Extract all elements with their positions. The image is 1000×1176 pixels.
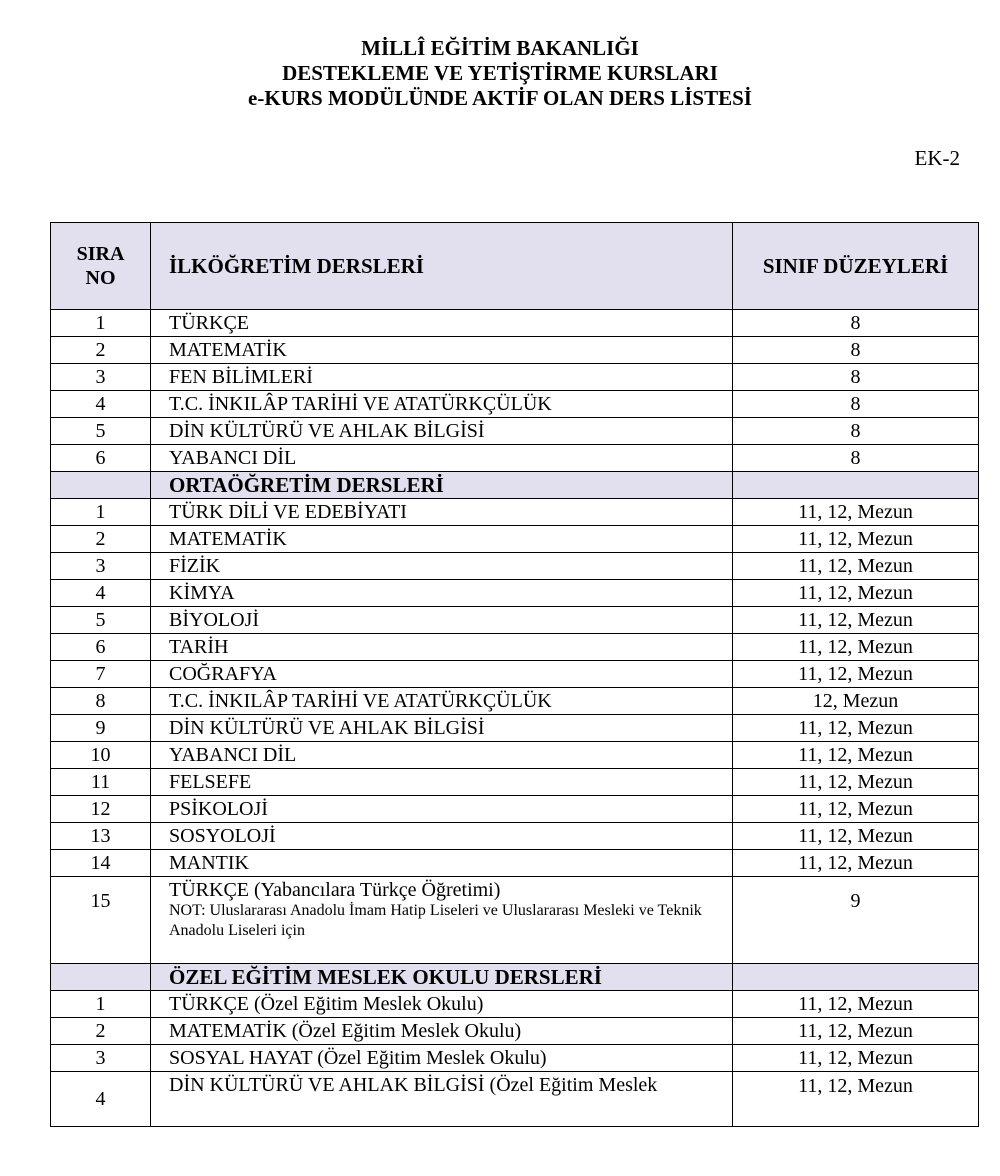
row-number: 7 bbox=[51, 661, 151, 688]
course-name: TÜRK DİLİ VE EDEBİYATI bbox=[151, 499, 733, 526]
row-number: 6 bbox=[51, 634, 151, 661]
section-ortaogretim bbox=[51, 472, 979, 499]
section-blank bbox=[733, 472, 979, 499]
course-name: SOSYOLOJİ bbox=[151, 823, 733, 850]
ortaogretim-row bbox=[51, 877, 979, 964]
grade-level: 11, 12, Mezun bbox=[733, 742, 979, 769]
grade-level: 11, 12, Mezun bbox=[733, 1072, 979, 1127]
course-name: SOSYAL HAYAT (Özel Eğitim Meslek Okulu) bbox=[151, 1045, 733, 1072]
row-number: 3 bbox=[51, 553, 151, 580]
row-number: 15 bbox=[51, 877, 151, 964]
section-title: ÖZEL EĞİTİM MESLEK OKULU DERSLERİ bbox=[151, 964, 733, 991]
course-name: FELSEFE bbox=[151, 769, 733, 796]
row-number: 1 bbox=[51, 499, 151, 526]
row-number: 3 bbox=[51, 1045, 151, 1072]
ortaogretim-row bbox=[51, 634, 979, 661]
ortaogretim-row bbox=[51, 715, 979, 742]
grade-level: 8 bbox=[733, 364, 979, 391]
section-title: ORTAÖĞRETİM DERSLERİ bbox=[151, 472, 733, 499]
row-number: 5 bbox=[51, 418, 151, 445]
grade-level: 11, 12, Mezun bbox=[733, 499, 979, 526]
grade-level: 9 bbox=[733, 877, 979, 964]
grade-level: 11, 12, Mezun bbox=[733, 1018, 979, 1045]
row-number: 14 bbox=[51, 850, 151, 877]
header-name: İLKÖĞRETİM DERSLERİ bbox=[151, 223, 733, 310]
section-blank bbox=[733, 964, 979, 991]
ortaogretim-row bbox=[51, 553, 979, 580]
row-number: 4 bbox=[51, 391, 151, 418]
grade-level: 11, 12, Mezun bbox=[733, 553, 979, 580]
ortaogretim-row bbox=[51, 580, 979, 607]
grade-level: 11, 12, Mezun bbox=[733, 769, 979, 796]
row-number: 2 bbox=[51, 337, 151, 364]
course-name: KİMYA bbox=[151, 580, 733, 607]
grade-level: 11, 12, Mezun bbox=[733, 715, 979, 742]
course-name: TÜRKÇE (Özel Eğitim Meslek Okulu) bbox=[151, 991, 733, 1018]
row-number: 3 bbox=[51, 364, 151, 391]
grade-level: 12, Mezun bbox=[733, 688, 979, 715]
course-name: TÜRKÇE bbox=[151, 310, 733, 337]
grade-level: 11, 12, Mezun bbox=[733, 634, 979, 661]
course-name: BİYOLOJİ bbox=[151, 607, 733, 634]
ortaogretim-row bbox=[51, 742, 979, 769]
title-line-list: e-KURS MODÜLÜNDE AKTİF OLAN DERS LİSTESİ bbox=[248, 86, 752, 110]
course-name: MANTIK bbox=[151, 850, 733, 877]
course-name: MATEMATİK bbox=[151, 337, 733, 364]
grade-level: 11, 12, Mezun bbox=[733, 607, 979, 634]
header-no-line2: NO bbox=[85, 267, 116, 289]
course-name: YABANCI DİL bbox=[151, 742, 733, 769]
ortaogretim-row bbox=[51, 688, 979, 715]
section-ozel-egitim bbox=[51, 964, 979, 991]
table-header bbox=[51, 223, 979, 310]
ortaogretim-row bbox=[51, 526, 979, 553]
row-number: 2 bbox=[51, 526, 151, 553]
section-blank bbox=[51, 964, 151, 991]
course-name: FİZİK bbox=[151, 553, 733, 580]
title-line-ministry: MİLLÎ EĞİTİM BAKANLIĞI bbox=[361, 36, 639, 60]
ortaogretim-row bbox=[51, 823, 979, 850]
course-name: DİN KÜLTÜRÜ VE AHLAK BİLGİSİ bbox=[151, 418, 733, 445]
row-number: 12 bbox=[51, 796, 151, 823]
row-number: 2 bbox=[51, 1018, 151, 1045]
row-number: 5 bbox=[51, 607, 151, 634]
grade-level: 11, 12, Mezun bbox=[733, 580, 979, 607]
course-note: NOT: Uluslararası Anadolu İmam Hatip Liseleri ve Uluslararası Mesleki ve Teknik Anadolu Liseleri için bbox=[169, 902, 702, 939]
annex-label: EK-2 bbox=[914, 146, 960, 170]
course-name: TÜRKÇE (Yabancılara Türkçe Öğretimi) bbox=[169, 879, 501, 901]
ozel-row bbox=[51, 991, 979, 1018]
row-number: 9 bbox=[51, 715, 151, 742]
course-name: T.C. İNKILÂP TARİHİ VE ATATÜRKÇÜLÜK bbox=[151, 688, 733, 715]
row-number: 10 bbox=[51, 742, 151, 769]
row-number: 13 bbox=[51, 823, 151, 850]
ilkogretim-row bbox=[51, 337, 979, 364]
course-name: DİN KÜLTÜRÜ VE AHLAK BİLGİSİ bbox=[151, 715, 733, 742]
course-name: MATEMATİK bbox=[151, 526, 733, 553]
ilkogretim-row bbox=[51, 364, 979, 391]
course-name: MATEMATİK (Özel Eğitim Meslek Okulu) bbox=[151, 1018, 733, 1045]
ozel-row bbox=[51, 1018, 979, 1045]
grade-level: 8 bbox=[733, 310, 979, 337]
ilkogretim-row bbox=[51, 310, 979, 337]
grade-level: 8 bbox=[733, 418, 979, 445]
ortaogretim-row bbox=[51, 769, 979, 796]
header-no bbox=[51, 223, 151, 310]
course-name: COĞRAFYA bbox=[151, 661, 733, 688]
course-name: PSİKOLOJİ bbox=[151, 796, 733, 823]
grade-level: 11, 12, Mezun bbox=[733, 526, 979, 553]
row-number: 4 bbox=[51, 1072, 151, 1127]
course-table bbox=[50, 222, 979, 1127]
grade-level: 11, 12, Mezun bbox=[733, 823, 979, 850]
course-name: T.C. İNKILÂP TARİHİ VE ATATÜRKÇÜLÜK bbox=[151, 391, 733, 418]
grade-level: 11, 12, Mezun bbox=[733, 661, 979, 688]
ortaogretim-row bbox=[51, 850, 979, 877]
row-number: 11 bbox=[51, 769, 151, 796]
grade-level: 11, 12, Mezun bbox=[733, 1045, 979, 1072]
grade-level: 8 bbox=[733, 445, 979, 472]
row-number: 4 bbox=[51, 580, 151, 607]
ilkogretim-row bbox=[51, 445, 979, 472]
row-number: 6 bbox=[51, 445, 151, 472]
ilkogretim-row bbox=[51, 418, 979, 445]
section-blank bbox=[51, 472, 151, 499]
ozel-row bbox=[51, 1072, 979, 1127]
course-name: YABANCI DİL bbox=[151, 445, 733, 472]
grade-level: 11, 12, Mezun bbox=[733, 796, 979, 823]
course-name: DİN KÜLTÜRÜ VE AHLAK BİLGİSİ (Özel Eğitim Meslek bbox=[151, 1072, 733, 1127]
course-name-with-note bbox=[151, 877, 733, 964]
grade-level: 8 bbox=[733, 337, 979, 364]
ilkogretim-row bbox=[51, 391, 979, 418]
grade-level: 11, 12, Mezun bbox=[733, 991, 979, 1018]
header-no-line1: SIRA bbox=[76, 243, 125, 265]
ortaogretim-row bbox=[51, 661, 979, 688]
course-name: FEN BİLİMLERİ bbox=[151, 364, 733, 391]
course-name: TARİH bbox=[151, 634, 733, 661]
row-number: 1 bbox=[51, 310, 151, 337]
document-title bbox=[0, 36, 1000, 111]
title-line-courses: DESTEKLEME VE YETİŞTİRME KURSLARI bbox=[282, 61, 718, 85]
header-level: SINIF DÜZEYLERİ bbox=[733, 223, 979, 310]
grade-level: 8 bbox=[733, 391, 979, 418]
ortaogretim-row bbox=[51, 796, 979, 823]
grade-level: 11, 12, Mezun bbox=[733, 850, 979, 877]
row-number: 8 bbox=[51, 688, 151, 715]
row-number: 1 bbox=[51, 991, 151, 1018]
ortaogretim-row bbox=[51, 607, 979, 634]
ozel-row bbox=[51, 1045, 979, 1072]
ortaogretim-row bbox=[51, 499, 979, 526]
